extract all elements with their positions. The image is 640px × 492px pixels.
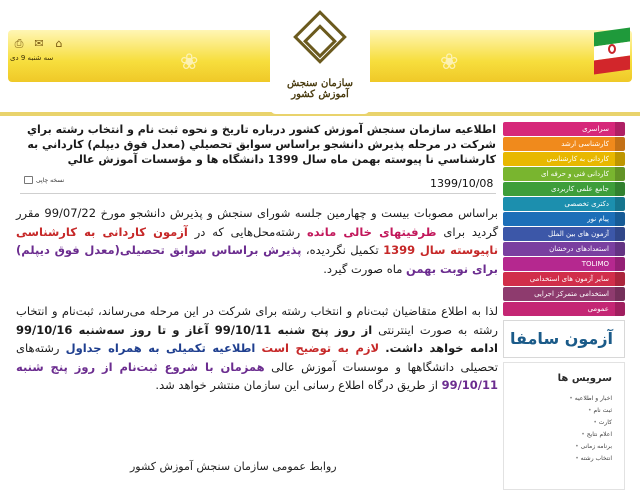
services-link[interactable]: اخبار و اطلاعیه • xyxy=(512,393,612,405)
menu-item[interactable]: دکتری تخصصی xyxy=(503,197,625,211)
article-date: 1399/10/08 xyxy=(430,177,494,190)
print-link[interactable] xyxy=(24,176,64,184)
menu-item[interactable]: کارشناسی ارشد xyxy=(503,137,625,151)
iran-flag-icon xyxy=(594,30,630,74)
header-icons xyxy=(12,38,66,50)
logo-text: سازمان سنجش آموزش کشور xyxy=(286,78,354,100)
header-date: سه شنبه 9 دی xyxy=(10,54,54,62)
decorative-swirl: ❀ xyxy=(180,50,199,75)
print-label: نسخه چاپی xyxy=(36,176,65,184)
menu-item[interactable]: سراسری xyxy=(503,122,625,136)
main-article xyxy=(10,118,498,490)
text-run: لذا به اطلاع متقاضیان ثبت‌نام و انتخاب رشته برای شرکت در این مرحله می‌رساند، ثبت‌نام و انتخاب رشته به صورت اینترنتی xyxy=(16,304,498,337)
side-menu xyxy=(503,122,625,317)
menu-item[interactable]: پیام نور xyxy=(503,212,625,226)
services-box xyxy=(503,362,625,490)
services-link[interactable]: انتخاب رشته • xyxy=(512,453,612,465)
home-icon[interactable]: ⌂ xyxy=(55,37,63,50)
site-header xyxy=(0,0,640,116)
divider xyxy=(20,193,496,194)
text-run-highlight: همزمان با شروع ثبت‌نام از روز پنج شنبه 99/10/11 xyxy=(16,359,498,393)
text-run: رشته‌های تحصیلی دانشگاهها و موسسات آموزش عالی xyxy=(16,341,498,374)
menu-item[interactable]: TOLIMO xyxy=(503,257,625,271)
menu-item[interactable]: کاردانی فنی و حرفه ای xyxy=(503,167,625,181)
text-run-highlight: لازم به توضیح است xyxy=(261,341,380,356)
text-run: ماه صورت گیرد. xyxy=(323,261,403,276)
decorative-swirl: ❀ xyxy=(440,50,459,75)
text-run-highlight: آزمون کاردانی به کارشناسی ناپیوسته سال 1399 xyxy=(16,224,499,258)
article-paragraph-2 xyxy=(16,302,498,395)
samfa-label: آزمون سامفا xyxy=(510,329,614,348)
text-run: رشته‌محل‌هایی که در xyxy=(194,224,301,239)
article-paragraph-1 xyxy=(16,204,498,278)
menu-item[interactable]: استخدامی متمرکز اجرایی xyxy=(503,287,625,301)
menu-item[interactable]: استعدادهای درخشان xyxy=(503,242,625,256)
printer-icon xyxy=(24,176,33,184)
samfa-banner[interactable] xyxy=(503,320,625,358)
text-run-bold: از روز پنج شنبه 99/10/11 آغاز و تا روز سه‌شنبه 99/10/16 ادامه خواهد داشت. xyxy=(16,322,498,356)
mail-icon[interactable]: ✉ xyxy=(34,37,44,50)
article-title: اطلاعيه سازمان سنجش آموزش كشور درباره تاريخ و نحوه ثبت نام و انتخاب رشته براي شركت در مرحله پذيرش دانشجو براساس سوابق تحصيلي (معدل فوق ديپلم) كارداني به كارشناسي نا پيوسته بهمن ماه سال 1399 دانشگاه ها و مؤسسات آموزش عالي xyxy=(26,123,496,166)
text-run-highlight: پذیرش براساس سوابق تحصیلی(معدل فوق دیپلم) برای نوبت بهمن xyxy=(16,243,498,276)
article-signature: روابط عمومی سازمان سنجش آموزش کشور xyxy=(130,460,337,473)
text-run: تکمیل نگردیده، xyxy=(305,243,379,258)
services-list xyxy=(512,393,612,465)
menu-item[interactable]: عمومی xyxy=(503,302,625,316)
print-icon[interactable]: ⎙ xyxy=(14,37,24,50)
text-run-highlight: ظرفیتهای خالی مانده xyxy=(307,224,437,239)
menu-item[interactable]: سایر آزمون های استخدامی xyxy=(503,272,625,286)
services-title: سرویس ها xyxy=(557,373,612,384)
text-run: براساس مصوبات بیست و چهارمین جلسه شورای سنجش و پذیرش دانشجو مورخ 99/07/22 مقرر گردید برای xyxy=(16,206,499,239)
services-link[interactable]: کارت • xyxy=(512,417,612,429)
services-link[interactable]: اعلام نتایج • xyxy=(512,429,612,441)
menu-item[interactable]: آزمون های بین الملل xyxy=(503,227,625,241)
services-link[interactable]: برنامه زمانی • xyxy=(512,441,612,453)
menu-item[interactable]: کاردانی به کارشناسی xyxy=(503,152,625,166)
menu-item[interactable]: جامع علمی کاربردی xyxy=(503,182,625,196)
text-run: از طریق درگاه اطلاع رسانی این سازمان منتشر خواهد شد. xyxy=(155,378,438,393)
text-run-highlight: اطلاعیه تکمیلی به همراه جداول xyxy=(65,341,256,356)
services-link[interactable]: ثبت نام • xyxy=(512,405,612,417)
